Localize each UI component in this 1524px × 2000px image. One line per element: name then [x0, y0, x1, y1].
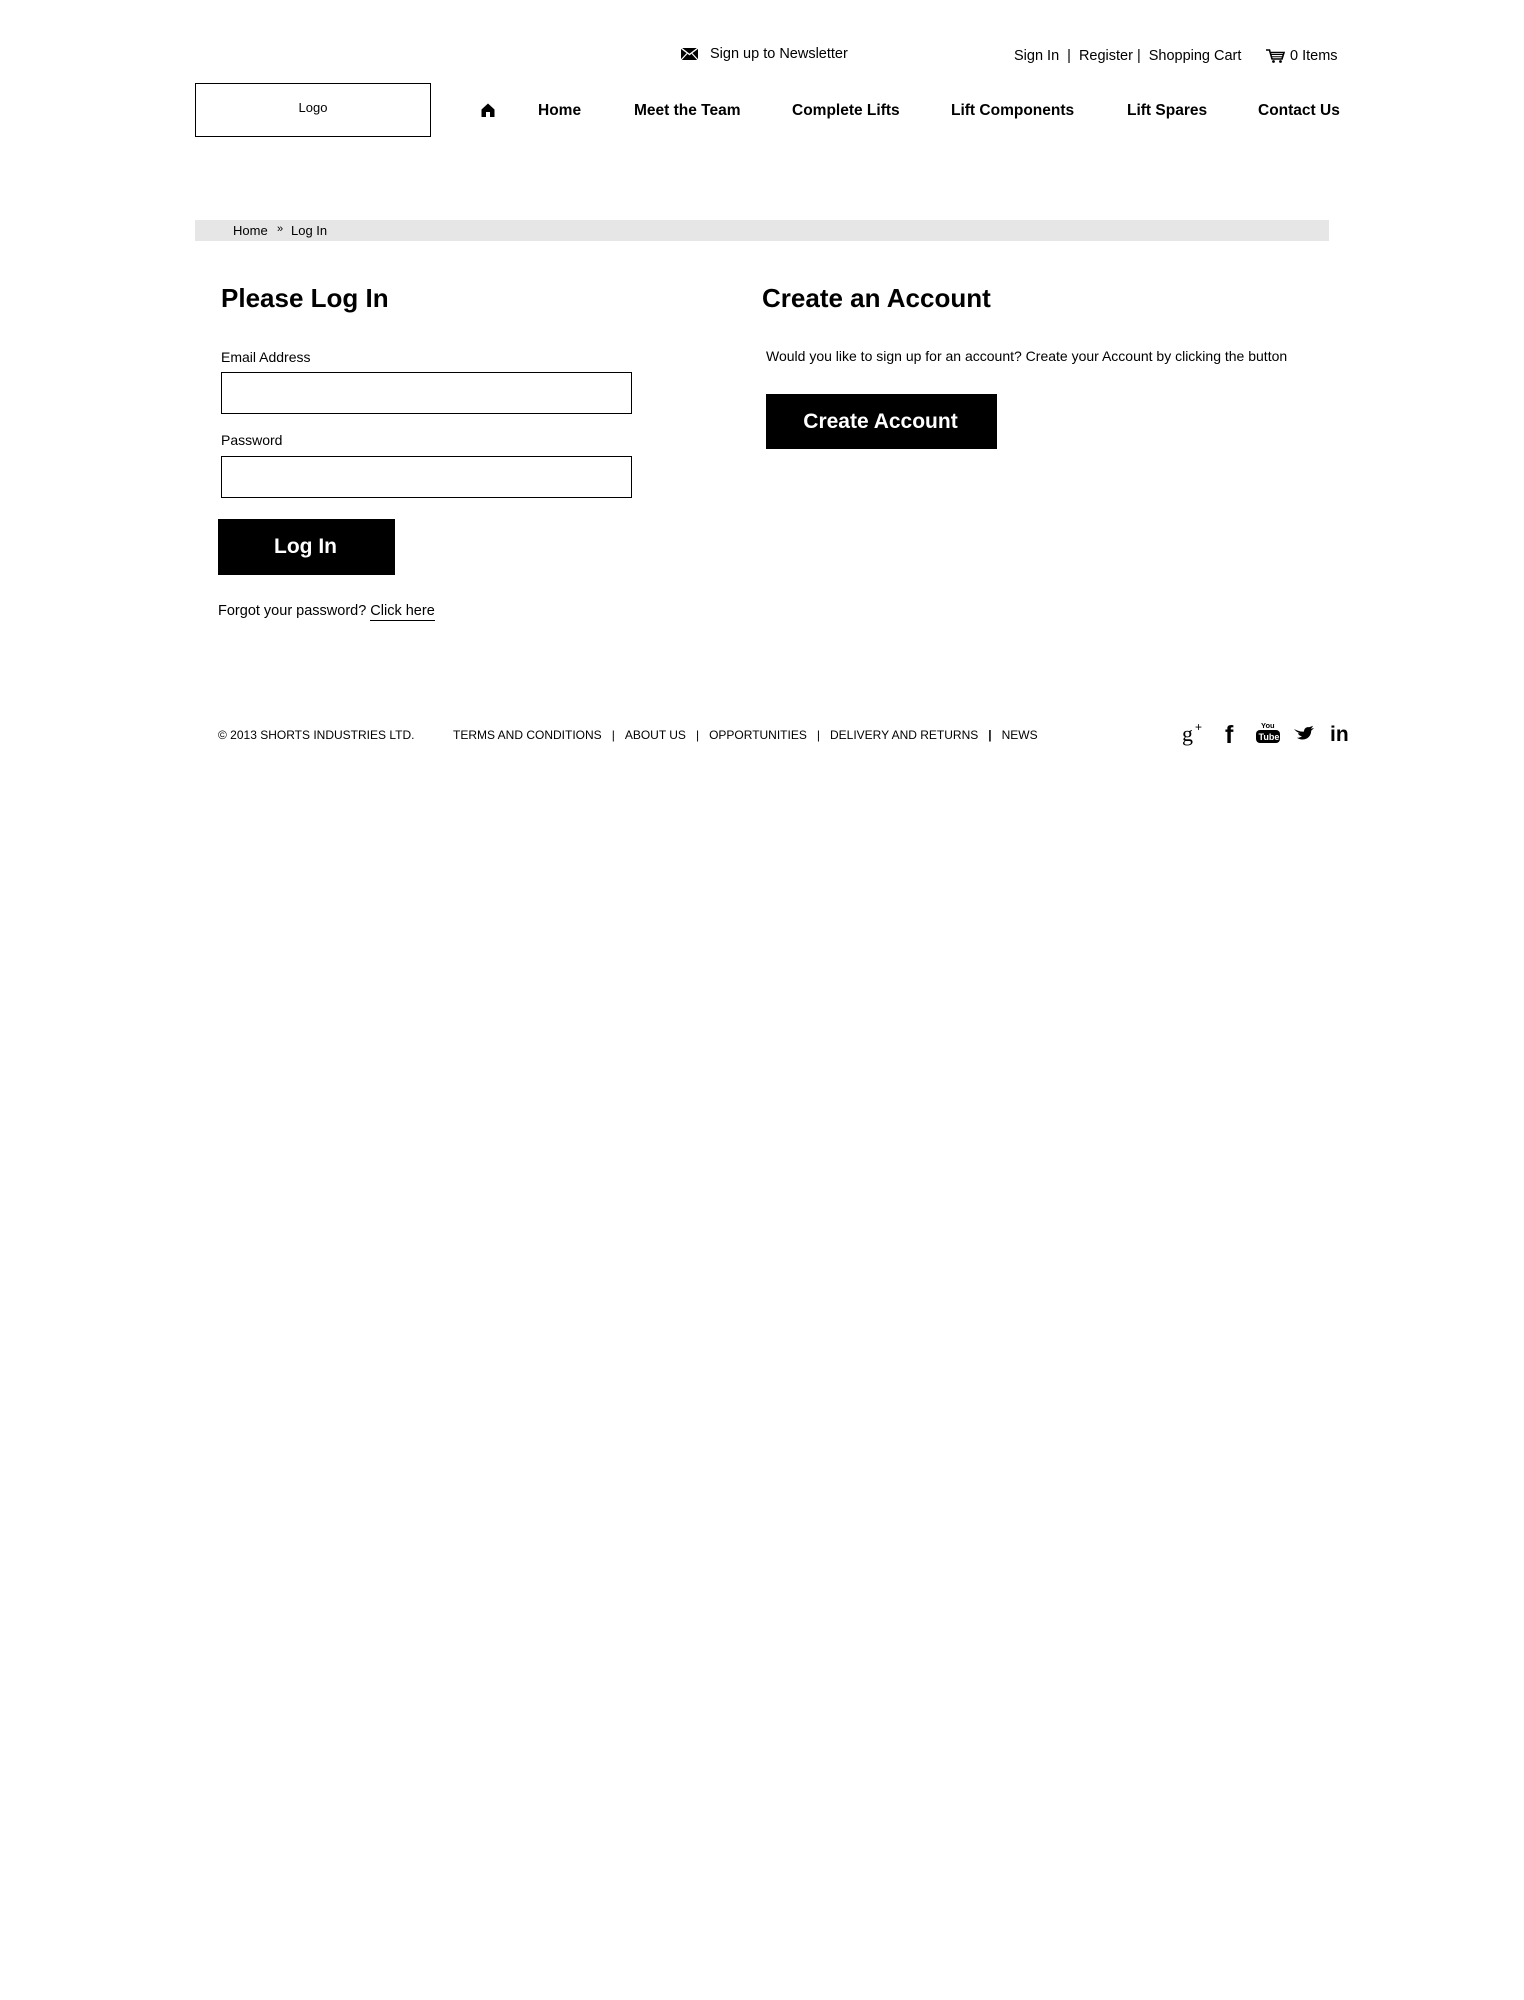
logo-text: Logo — [298, 99, 328, 115]
footer-link-opportunities[interactable]: OPPORTUNITIES — [709, 728, 807, 742]
linkedin-icon[interactable] — [1328, 720, 1354, 746]
password-field[interactable] — [221, 456, 632, 498]
youtube-icon[interactable] — [1255, 720, 1281, 746]
footer-separator: | — [988, 728, 992, 742]
logo-placeholder[interactable] — [195, 83, 431, 137]
log-in-button[interactable]: Log In — [218, 519, 395, 575]
footer-link-delivery-returns[interactable]: DELIVERY AND RETURNS — [829, 728, 979, 742]
account-links — [1014, 48, 1241, 64]
nav-item-home[interactable]: Home — [538, 102, 582, 119]
home-icon[interactable] — [481, 103, 495, 117]
footer-link-about-us[interactable]: ABOUT US — [624, 728, 686, 742]
nav-item-lift-spares[interactable]: Lift Spares — [1127, 102, 1208, 119]
footer-links — [453, 728, 1038, 742]
footer-separator: | — [816, 728, 820, 742]
nav-item-meet-the-team[interactable]: Meet the Team — [634, 102, 741, 119]
breadcrumb-separator: » — [277, 223, 284, 235]
cart-summary[interactable] — [1266, 48, 1338, 64]
envelope-icon — [681, 48, 698, 60]
register-link[interactable]: Register — [1078, 48, 1133, 64]
footer-separator: | — [695, 728, 700, 742]
login-heading: Please Log In — [221, 283, 389, 313]
newsletter-signup-link[interactable] — [681, 46, 848, 62]
copyright: © 2013 SHORTS INDUSTRIES LTD. — [218, 728, 415, 742]
create-account-button[interactable]: Create Account — [766, 394, 997, 449]
svg-text:You: You — [1261, 721, 1275, 730]
breadcrumb-current: Log In — [291, 223, 328, 238]
svg-text:Tube: Tube — [1258, 732, 1280, 742]
password-label: Password — [221, 432, 283, 448]
newsletter-label: Sign up to Newsletter — [710, 46, 848, 62]
email-label: Email Address — [221, 349, 311, 365]
svg-text:in: in — [1330, 723, 1349, 746]
footer-separator: | — [611, 728, 615, 742]
breadcrumb — [195, 220, 1329, 241]
forgot-password-link[interactable]: Click here — [370, 603, 435, 619]
cart-count: 0 Items — [1290, 48, 1338, 64]
nav-item-lift-components[interactable]: Lift Components — [951, 102, 1075, 119]
breadcrumb-home-link[interactable]: Home — [233, 223, 268, 238]
forgot-password — [218, 603, 435, 621]
sign-in-link[interactable]: Sign In — [1014, 48, 1060, 64]
footer-link-terms[interactable]: TERMS AND CONDITIONS — [453, 728, 602, 742]
create-account-description: Would you like to sign up for an account? Create your Account by clicking the button — [766, 348, 1288, 364]
twitter-icon[interactable] — [1291, 720, 1317, 746]
google-plus-icon[interactable] — [1181, 720, 1207, 746]
email-field[interactable] — [221, 372, 632, 414]
nav-item-contact-us[interactable]: Contact Us — [1258, 102, 1340, 119]
svg-text:f: f — [1225, 721, 1234, 746]
svg-text:+: + — [1195, 720, 1203, 734]
forgot-password-text: Forgot your password? — [218, 603, 367, 619]
separator: | — [1067, 48, 1071, 64]
shopping-cart-icon — [1266, 49, 1285, 63]
svg-text:g: g — [1182, 721, 1193, 746]
nav-item-complete-lifts[interactable]: Complete Lifts — [792, 102, 900, 119]
create-account-heading: Create an Account — [762, 283, 991, 313]
shopping-cart-link[interactable]: Shopping Cart — [1148, 48, 1242, 64]
separator: | — [1136, 48, 1141, 64]
facebook-icon[interactable] — [1219, 720, 1245, 746]
footer-link-news[interactable]: NEWS — [1001, 728, 1038, 742]
